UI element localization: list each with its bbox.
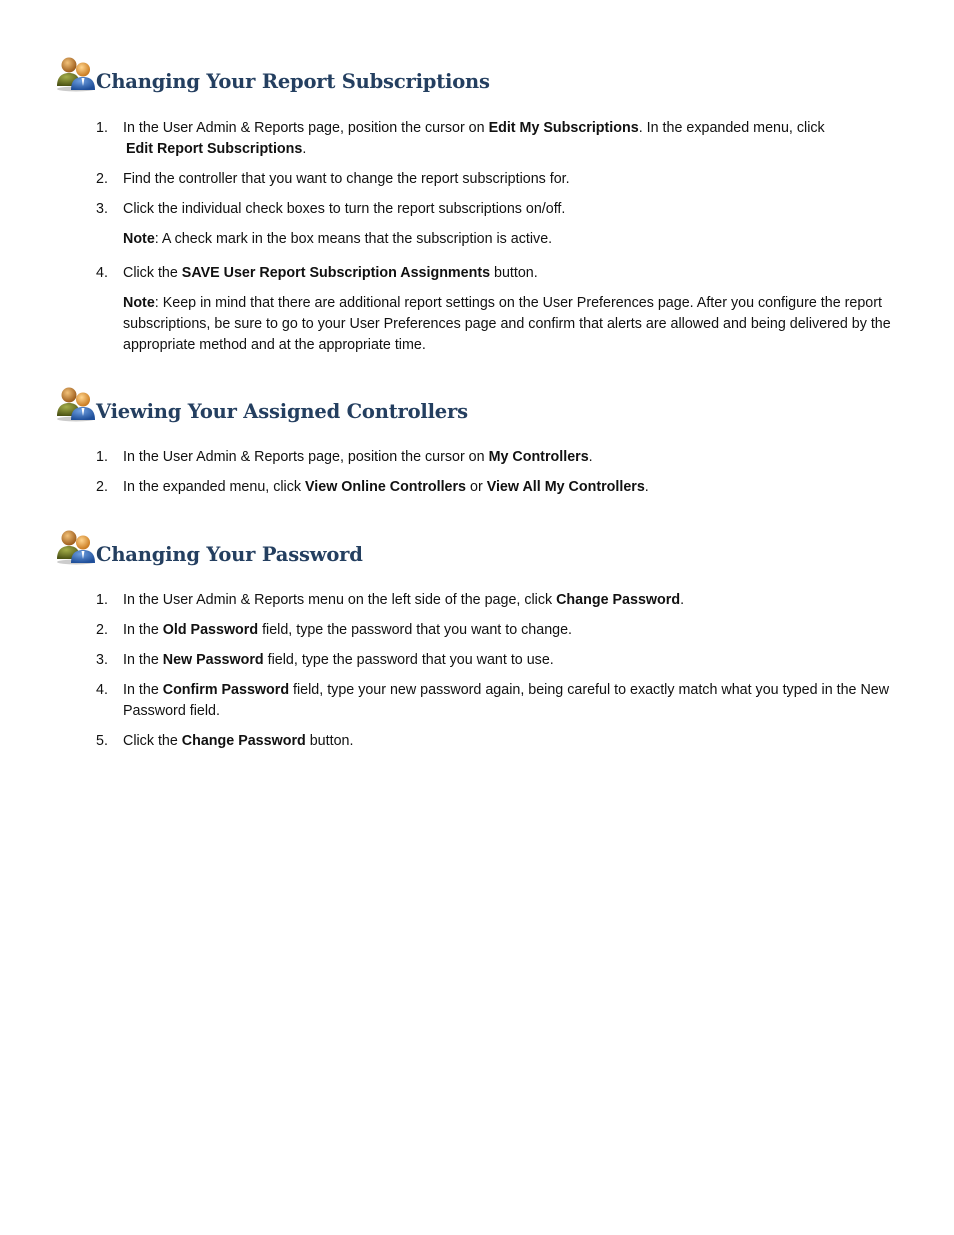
step-text: . <box>302 141 307 157</box>
section-change-password <box>56 529 916 749</box>
step-text: In the User Admin & Reports page, position the cursor on <box>123 120 489 136</box>
menu-reference: Change Password <box>556 592 681 608</box>
menu-reference: View All My Controllers <box>486 479 645 495</box>
field-reference: New Password <box>162 652 264 668</box>
step-text: button. <box>490 265 538 281</box>
note-label: Note <box>123 231 155 247</box>
steps-list <box>56 118 916 365</box>
field-reference: Old Password <box>162 622 259 638</box>
note-label: Note <box>123 295 155 311</box>
step-number: 1. <box>96 120 108 136</box>
step-number: 4. <box>96 265 108 281</box>
step-number: 2. <box>96 171 108 187</box>
users-icon <box>56 386 96 422</box>
step-text: field, type the password that you want to change. <box>258 622 573 638</box>
steps-list <box>56 447 916 507</box>
step-number: 1. <box>96 592 108 608</box>
step-text: Find the controller that you want to change the report subscriptions for. <box>123 171 570 187</box>
note <box>123 229 896 250</box>
list-item <box>56 263 916 356</box>
section-assigned-controllers <box>56 386 916 495</box>
section-header <box>56 386 916 424</box>
step-number: 5. <box>96 733 108 749</box>
step-text: button. <box>305 733 354 749</box>
step-text: In the <box>123 622 163 638</box>
step-number: 2. <box>96 479 108 495</box>
step-text: In the expanded menu, click <box>123 479 305 495</box>
list-item <box>56 447 916 468</box>
step-text: Click the <box>123 265 182 281</box>
list-item <box>56 650 916 671</box>
section-header <box>56 56 916 94</box>
step-text: field, type your new password again, being careful to exactly match what you typed in the New Password field. <box>123 682 890 719</box>
list-item <box>56 680 916 722</box>
note <box>123 293 896 356</box>
step-text: . <box>680 592 685 608</box>
list-item <box>56 620 916 641</box>
list-item <box>56 590 916 611</box>
field-reference: Confirm Password <box>162 682 290 698</box>
step-number: 3. <box>96 652 108 668</box>
section-title: Changing Your Password <box>96 543 363 566</box>
step-number: 1. <box>96 449 108 465</box>
list-item <box>56 199 916 250</box>
step-text: In the User Admin & Reports page, position the cursor on <box>123 449 489 465</box>
list-item <box>56 118 916 160</box>
section-title: Viewing Your Assigned Controllers <box>96 400 468 423</box>
users-icon <box>56 56 96 92</box>
users-icon <box>56 529 96 565</box>
button-reference: SAVE User Report Subscription Assignments <box>181 265 491 281</box>
menu-reference: My Controllers <box>488 449 589 465</box>
list-item <box>56 731 916 752</box>
menu-reference: Edit My Subscriptions <box>488 120 639 136</box>
step-text: . <box>644 479 649 495</box>
step-number: 3. <box>96 201 108 217</box>
list-item <box>56 169 916 190</box>
section-title: Changing Your Report Subscriptions <box>96 70 490 93</box>
step-number: 2. <box>96 622 108 638</box>
step-text: In the <box>123 682 163 698</box>
step-text: Click the individual check boxes to turn the report subscriptions on/off. <box>123 201 566 217</box>
steps-list <box>56 590 916 761</box>
step-text: field, type the password that you want to use. <box>263 652 554 668</box>
step-number: 4. <box>96 682 108 698</box>
button-reference: Change Password <box>181 733 306 749</box>
menu-reference: View Online Controllers <box>305 479 467 495</box>
step-text: In the User Admin & Reports menu on the left side of the page, click <box>123 592 557 608</box>
menu-reference: Edit Report Subscriptions <box>126 141 303 157</box>
step-text: . <box>588 449 593 465</box>
note-text: : Keep in mind that there are additional report settings on the User Preferences page. After you configure the report subscriptions, be sure to go to your User Preferences page and confirm that alerts are allowed and being delivered by the appropriate method and at the appropriate time. <box>123 295 891 353</box>
step-text: Click the <box>123 733 182 749</box>
step-text: In the <box>123 652 163 668</box>
list-item <box>56 477 916 498</box>
section-header <box>56 529 916 567</box>
section-report-subscriptions <box>56 56 916 353</box>
step-text: . In the expanded menu, click <box>638 120 825 136</box>
note-text: : A check mark in the box means that the subscription is active. <box>154 231 553 247</box>
step-text: or <box>466 479 487 495</box>
